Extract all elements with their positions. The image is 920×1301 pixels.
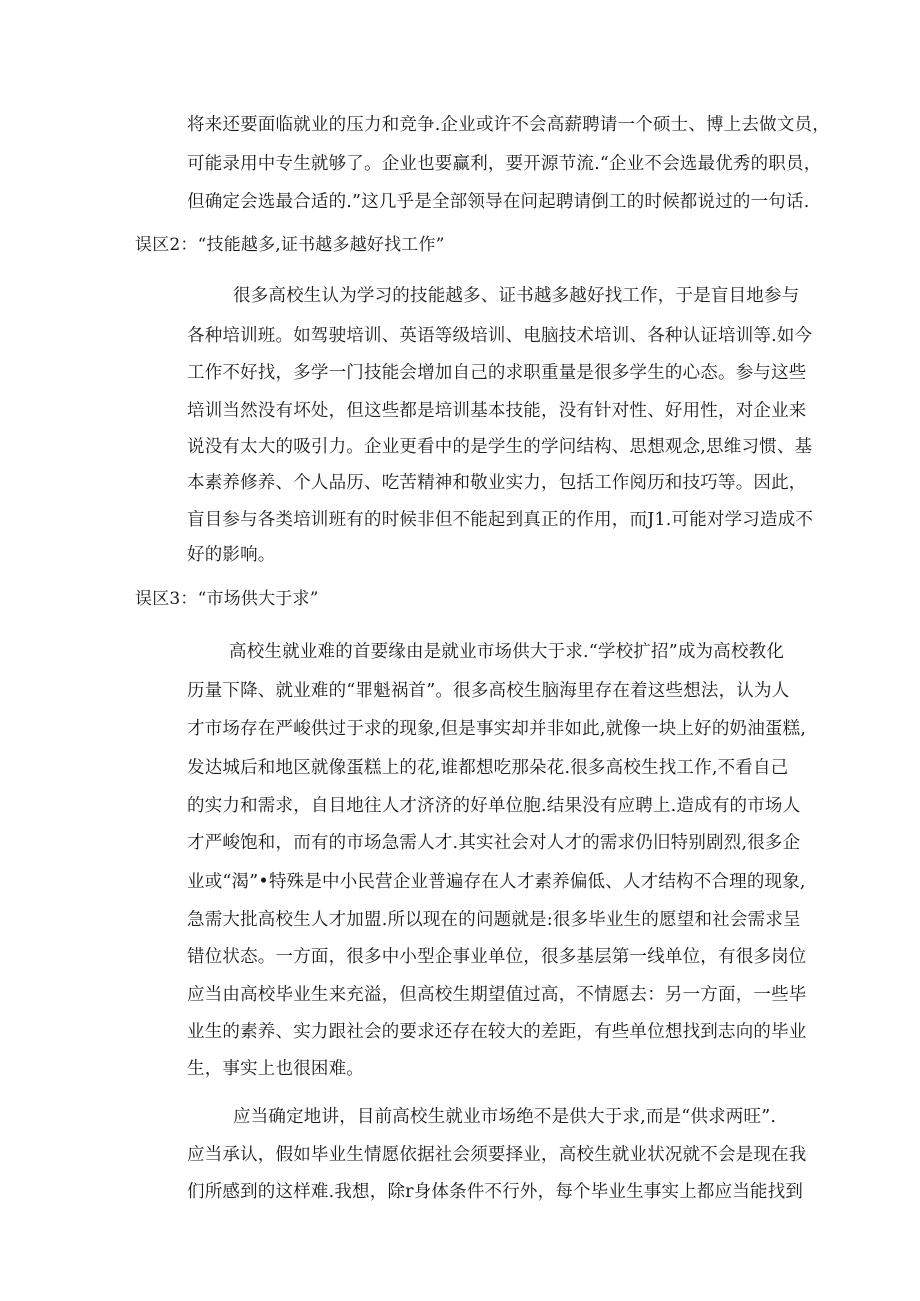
paragraph-3-line-5: 的实力和需求，自目地往人才济济的好单位胞.结果没有应聘上.造成有的市场人 xyxy=(187,796,801,816)
paragraph-2-line-2: 各种培训班。如驾驶培训、英语等级培训、电脑技术培训、各种认证培训等.如今 xyxy=(187,326,813,346)
paragraph-intro-line-2: 可能录用中专生就够了。企业也要赢利，要开源节流.“企业不会选最优秀的职员， xyxy=(187,154,822,174)
paragraph-3-line-1: 高校生就业难的首要缘由是就业市场供大于求.“学校扩招”成为高校教化 xyxy=(229,642,785,662)
paragraph-intro-line-1: 将来还要面临就业的压力和竞争.企业或许不会高薪聘请一个硕士、博上去做文员， xyxy=(187,115,830,135)
paragraph-4-line-1: 应当确定地讲，目前高校生就业市场绝不是供大于求,而是“供求两旺”. xyxy=(233,1107,777,1127)
paragraph-intro-line-3: 但确定会选最合适的.”这几乎是全部领导在问起聘请倒工的时候都说过的一句话. xyxy=(187,192,810,212)
paragraph-2-line-1: 很多高校生认为学习的技能越多、证书越多越好找工作，于是盲目地参与 xyxy=(233,286,800,306)
paragraph-2-line-6: 本素养修养、个人品历、吃苦精神和敬业实力，包括工作阅历和技巧等。因此， xyxy=(187,473,807,493)
paragraph-3-line-9: 错位状态。一方面，很多中小型企事业单位，很多基层第一线单位，有很多岗位 xyxy=(187,947,807,967)
paragraph-2-line-5: 说没有太大的吸引力。企业更看中的是学生的学问结构、思想观念,思维习惯、基 xyxy=(187,437,813,457)
paragraph-2-line-7: 盲目参与各类培训班有的时候非但不能起到真正的作用，而J1.可能对学习造成不 xyxy=(187,510,814,530)
paragraph-2-line-3: 工作不好找，多学一门技能会增加自己的求职重量是很多学生的心态。参与这些 xyxy=(187,363,807,383)
paragraph-4-line-3: 们所感到的这样难.我想，除r身体条件不行外，每个毕业生事实上都应当能找到 xyxy=(187,1182,804,1202)
paragraph-2-line-4: 培训当然没有坏处，但这些都是培训基本技能，没有针对性、好用性，对企业来 xyxy=(187,401,807,421)
paragraph-3-line-4: 发达城后和地区就像蛋糕上的花,谁都想吃那朵花.很多高校生找工作,不看自己 xyxy=(187,758,789,778)
paragraph-3-line-3: 才市场存在严峻供过于求的现象,但是事实却并非如此,就像一块上好的奶油蛋糕, xyxy=(187,719,807,739)
paragraph-3-line-6: 才严峻饱和，而有的市场急需人才.其实社会对人才的需求仍旧特别剧烈,很多企 xyxy=(187,833,801,853)
paragraph-3-line-8: 急需大批高校生人才加盟.所以现在的问题就是:很多毕业生的愿望和社会需求呈 xyxy=(187,910,801,930)
paragraph-3-line-7: 业或“渴”•特殊是中小民营企业普遍存在人才素养偏低、人才结构不合理的现象, xyxy=(187,872,806,892)
paragraph-3-line-10: 应当由高校毕业生来充溢，但高校生期望值过高，不情愿去：另一方面，一些毕 xyxy=(187,985,807,1005)
paragraph-4-line-2: 应当承认，假如毕业生情愿依据社会须要择业，高校生就业状况就不会是现在我 xyxy=(187,1145,807,1165)
paragraph-3-line-11: 业生的素养、实力跟社会的要求还存在较大的差距，有些单位想找到志向的毕业 xyxy=(187,1022,807,1042)
paragraph-3-line-12: 生，事实上也很困难。 xyxy=(187,1059,364,1079)
paragraph-2-line-8: 好的影响。 xyxy=(187,545,276,565)
section-heading-misconception-2: 误区2：“技能越多,证书越多越好找工作” xyxy=(135,235,445,255)
paragraph-3-line-2: 历量下降、就业难的“罪魁祸首”。很多高校生脑海里存在着这些想法，认为人 xyxy=(187,681,790,701)
section-heading-misconception-3: 误区3：“市场供大于求” xyxy=(135,589,319,609)
